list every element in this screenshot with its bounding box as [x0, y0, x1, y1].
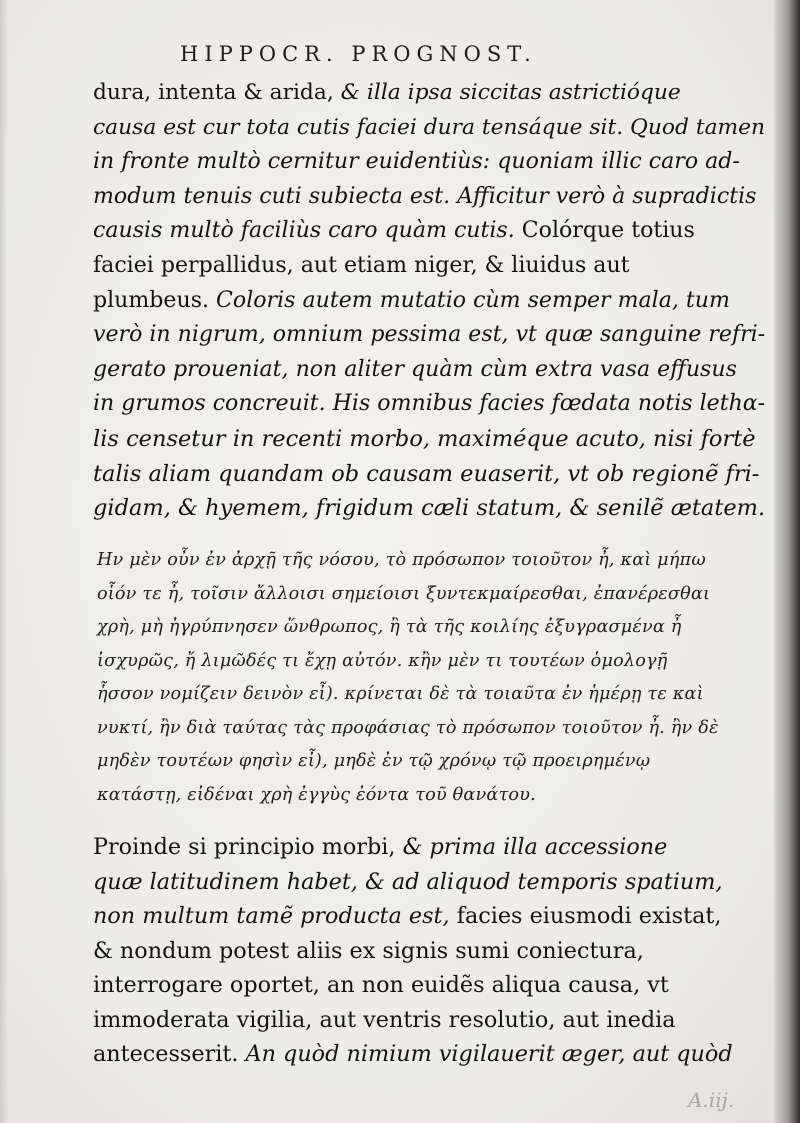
- italic-run: modum tenuis cuti subiecta est. Afficitur verò à supradictis: [93, 183, 757, 209]
- greek-line: μηδὲν τουτέων φησὶν εἶ), μηδὲ ἐν τῷ χρόνῳ τῷ προειρημένῳ: [97, 751, 651, 771]
- greek-line: ἧσσον νομίζειν δεινὸν εἶ). κρίνεται δὲ τὰ τοιαῦτα ἐν ἡμέρῃ τε καὶ: [97, 684, 704, 704]
- roman-run: dura, intenta & arida,: [93, 80, 341, 105]
- text-line: [93, 968, 733, 1003]
- text-line: [93, 865, 733, 900]
- italic-run: verò in nigrum, omnium pessima est, vt quæ sanguine refri-: [93, 322, 766, 348]
- text-line: [93, 830, 733, 865]
- greek-line: οἷόν τε ἦ, τοῖσιν ἄλλοισι σημείοισι ξυντεκμαίρεσθαι, ἐπανέρεσθαι: [97, 583, 711, 604]
- italic-run: causa est cur tota cutis faciei dura tensáque sit. Quod tamen: [93, 114, 766, 140]
- running-title: HIPPOCR. PROGNOST.: [180, 42, 537, 66]
- italic-run: talis aliam quandam ob causam euaserit, vt ob regionẽ fri-: [93, 460, 760, 487]
- roman-run: plumbeus.: [93, 287, 217, 313]
- italic-run: causis multò faciliùs caro quàm cutis.: [93, 218, 522, 244]
- page-gutter-shadow: [0, 0, 8, 1123]
- italic-run: gerato proueniat, non aliter quàm cùm extra vasa effusus: [93, 356, 737, 382]
- text-line: [93, 387, 765, 422]
- roman-run: immoderata vigilia, aut ventris resolutio, aut inedia: [93, 1006, 676, 1033]
- text-line: [93, 1003, 733, 1038]
- italic-run: An quòd nimium vigilauerit æger, aut quòd: [245, 1041, 733, 1067]
- page-edge-shadow: [774, 0, 800, 1123]
- text-line: [93, 353, 765, 388]
- text-line: [93, 1037, 733, 1072]
- text-line: [93, 491, 765, 526]
- greek-line: χρὴ, μὴ ἠγρύπνησεν ὥνθρωπος, ἢ τὰ τῆς κοιλίης ἐξυγρασμένα ἦ: [97, 617, 682, 637]
- greek-line: ἰσχυρῶς, ἤ λιμῶδές τι ἔχῃ αὐτόν. κἢν μὲν τι τουτέων ὁμολογῇ: [97, 650, 668, 671]
- greek-line: κατάστῃ, εἰδέναι χρὴ ἐγγὺς ἐόντα τοῦ θανάτου.: [97, 784, 536, 805]
- roman-run: facies eiusmodi existat,: [456, 903, 722, 929]
- text-line: [93, 422, 765, 457]
- italic-run: gidam, & hyemem, frigidum cæli statum, & senilẽ ætatem.: [93, 495, 766, 522]
- italic-run: & prima illa accessione: [402, 834, 668, 860]
- italic-run: quæ latitudinem habet, & ad aliquod temporis spatium,: [93, 868, 723, 895]
- text-line: [93, 145, 765, 180]
- text-line: [93, 180, 765, 215]
- text-line: [93, 76, 765, 111]
- text-line: [93, 249, 765, 284]
- roman-run: & nondum potest aliis ex signis sumi coniectura,: [93, 937, 644, 964]
- italic-run: in fronte multò cernitur euidentiùs: quoniam illic caro ad-: [93, 149, 740, 175]
- text-line: [93, 318, 765, 353]
- roman-run: faciei perpallidus, aut etiam niger, & liuidus aut: [93, 252, 630, 278]
- text-line: [93, 934, 733, 969]
- text-line: [93, 111, 765, 146]
- italic-run: & illa ipsa siccitas astrictióque: [340, 80, 681, 105]
- greek-line: νυκτί, ἢν διὰ ταύτας τὰς προφάσιας τὸ πρόσωπον τοιοῦτον ἦ. ἢν δὲ: [97, 717, 719, 738]
- italic-run: lis censetur in recenti morbo, maximéque acuto, nisi fortè: [93, 425, 756, 452]
- roman-run: Proinde si principio morbi,: [93, 834, 403, 860]
- italic-run: Coloris autem mutatio cùm semper mala, tum: [216, 287, 730, 313]
- text-line: [93, 284, 765, 319]
- roman-run: antecesserit.: [93, 1041, 246, 1067]
- roman-run: Colórque totius: [521, 218, 695, 244]
- text-line: [93, 899, 733, 934]
- signature-mark: A.iij.: [688, 1088, 735, 1112]
- greek-line: Ην μὲν οὖν ἐν ἀρχῇ τῆς νόσου, τὸ πρόσωπον τοιοῦτον ἦ, καὶ μήπω: [97, 550, 706, 570]
- text-line: [93, 457, 765, 492]
- latin-paragraph-2: [93, 830, 733, 1072]
- latin-paragraph-1: [93, 76, 765, 526]
- italic-run: non multum tamẽ producta est,: [93, 903, 457, 929]
- text-line: [93, 214, 765, 249]
- italic-run: in grumos concreuit. His omnibus facies fœdata notis lethα-: [93, 391, 766, 417]
- greek-passage: [97, 544, 719, 812]
- roman-run: interrogare oportet, an non euidẽs aliqua causa, vt: [93, 972, 669, 998]
